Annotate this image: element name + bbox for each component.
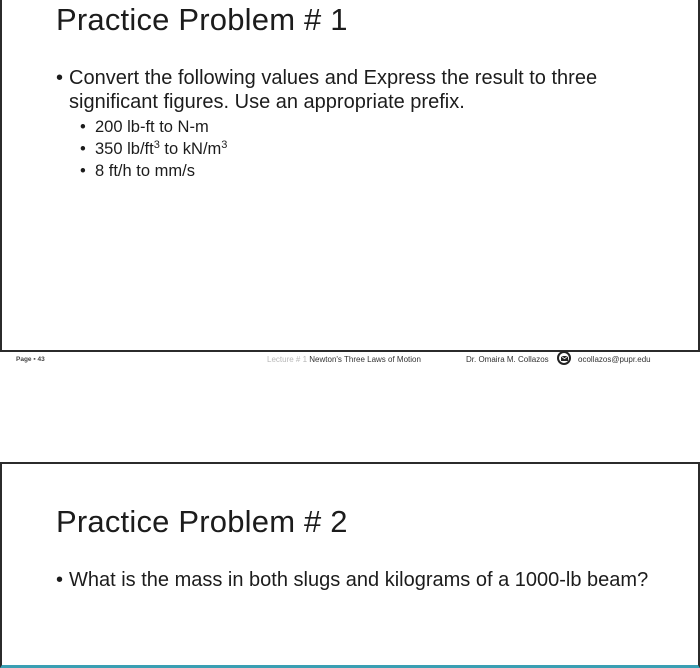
- slide-1-sub-list: [80, 116, 227, 182]
- sub-item-1-text: 200 lb-ft to N-m: [95, 118, 209, 136]
- envelope-icon: [557, 351, 571, 365]
- slide-1-title: Practice Problem # 1: [56, 2, 348, 37]
- bullet-dot: •: [80, 162, 86, 180]
- sub-item-2-text-before: 350 lb/ft: [95, 140, 154, 158]
- slide-2: [0, 462, 700, 668]
- envelope-icon-svg: [561, 356, 568, 361]
- bullet-dot: •: [56, 67, 64, 89]
- sub-item-2: [80, 138, 227, 160]
- superscript-3: 3: [221, 139, 228, 151]
- author-name: Dr. Omaira M. Collazos: [466, 355, 549, 364]
- slide-1-main-bullet: [56, 66, 656, 114]
- lecture-label: [267, 355, 421, 364]
- slide-1-bullet-text: Convert the following values and Express the result to three significant figures. Use an appropriate prefix.: [69, 67, 598, 113]
- slide-2-title: Practice Problem # 2: [56, 504, 348, 539]
- email-address: ocollazos@pupr.edu: [578, 355, 651, 364]
- lecture-title: Newton's Three Laws of Motion: [309, 355, 421, 364]
- bullet-dot: •: [56, 569, 64, 591]
- page-number: Page ▪ 43: [16, 356, 45, 363]
- sub-item-3: [80, 160, 227, 182]
- sub-item-3-text: 8 ft/h to mm/s: [95, 162, 195, 180]
- bullet-dot: •: [80, 140, 86, 158]
- lecture-number: Lecture # 1: [267, 355, 308, 364]
- sub-item-2-text-middle: to kN/m: [159, 140, 222, 158]
- superscript-3: 3: [153, 139, 160, 151]
- slide-2-bullet-text: What is the mass in both slugs and kilograms of a 1000-lb beam?: [69, 569, 649, 591]
- sub-item-1: [80, 116, 227, 138]
- slide-1-footer: [0, 354, 700, 370]
- slide-2-bullet: [56, 568, 648, 592]
- bullet-dot: •: [80, 118, 86, 136]
